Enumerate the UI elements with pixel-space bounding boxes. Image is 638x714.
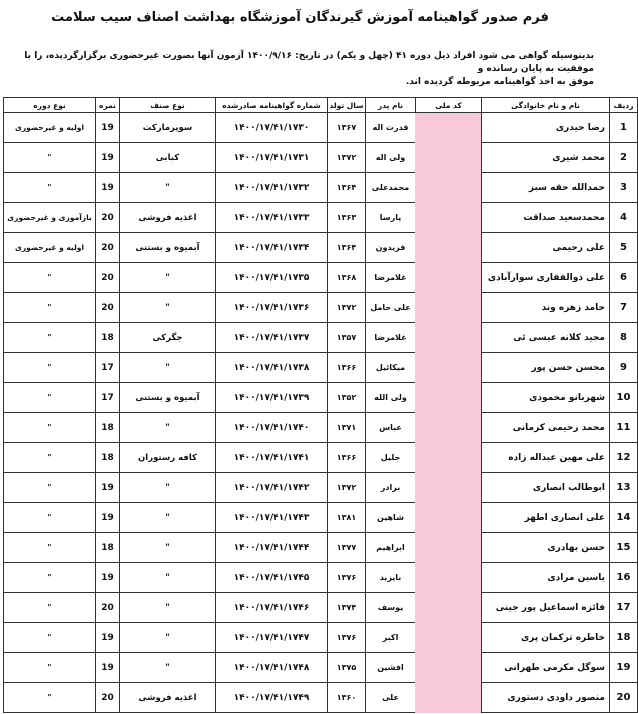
business-category: جگرکی	[120, 323, 216, 353]
business-category: "	[120, 503, 216, 533]
national-id-redacted	[416, 263, 482, 293]
table-row	[4, 563, 638, 593]
table-row	[4, 443, 638, 473]
business-category: آبمیوه و بستنی	[120, 233, 216, 263]
table-row	[4, 533, 638, 563]
table-row	[4, 203, 638, 233]
grade: 20	[96, 263, 120, 293]
birth-year: ۱۳۷۲	[328, 473, 366, 503]
national-id-redacted	[416, 473, 482, 503]
table-row	[4, 683, 638, 713]
person-name: مجید کلانه عیسی ئی	[482, 323, 610, 353]
certificate-number: ۱۴۰۰/۱۷/۴۱/۱۷۳۲	[216, 173, 328, 203]
father-name: غلامرضا	[366, 263, 416, 293]
grade: 20	[96, 293, 120, 323]
intro-text	[4, 50, 594, 89]
birth-year: ۱۳۷۱	[328, 413, 366, 443]
table-row	[4, 413, 638, 443]
father-name: علی حامل	[366, 293, 416, 323]
person-name: حامد زهره وند	[482, 293, 610, 323]
grade: 19	[96, 113, 120, 143]
grade: 18	[96, 443, 120, 473]
business-category: "	[120, 173, 216, 203]
national-id-redacted	[416, 173, 482, 203]
father-name: پارسا	[366, 203, 416, 233]
person-name: علی ذوالفقاری سوارآبادی	[482, 263, 610, 293]
certificate-number: ۱۴۰۰/۱۷/۴۱/۱۷۴۷	[216, 623, 328, 653]
business-category: "	[120, 623, 216, 653]
birth-year: ۱۳۷۴	[328, 593, 366, 623]
header-grade: نمره	[96, 98, 120, 113]
row-index: 19	[610, 653, 638, 683]
person-name: محمد رحیمی کرمانی	[482, 413, 610, 443]
father-name: اکبر	[366, 623, 416, 653]
row-index: 5	[610, 233, 638, 263]
national-id-redacted	[416, 623, 482, 653]
birth-year: ۱۳۶۸	[328, 263, 366, 293]
header-category: نوع صنف	[120, 98, 216, 113]
father-name: ولی اله	[366, 143, 416, 173]
person-name: رضا حیدری	[482, 113, 610, 143]
business-category: "	[120, 533, 216, 563]
father-name: جلیل	[366, 443, 416, 473]
table-row	[4, 653, 638, 683]
table-row	[4, 173, 638, 203]
birth-year: ۱۳۷۵	[328, 653, 366, 683]
national-id-redacted	[416, 323, 482, 353]
row-index: 20	[610, 683, 638, 713]
national-id-redacted	[416, 503, 482, 533]
person-name: یاسین مرادی	[482, 563, 610, 593]
certificate-number: ۱۴۰۰/۱۷/۴۱/۱۷۳۱	[216, 143, 328, 173]
person-name: سوگل مکرمی طهرانی	[482, 653, 610, 683]
father-name: یوسف	[366, 593, 416, 623]
national-id-redacted	[416, 533, 482, 563]
table-row	[4, 263, 638, 293]
birth-year: ۱۳۷۶	[328, 623, 366, 653]
form-title: فرم صدور گواهینامه آموزش گیرندگان آموزشگاه بهداشت اصناف سیب سلامت	[51, 10, 549, 25]
grade: 17	[96, 383, 120, 413]
grade: 20	[96, 203, 120, 233]
birth-year: ۱۳۸۱	[328, 503, 366, 533]
row-index: 11	[610, 413, 638, 443]
father-name: میکائیل	[366, 353, 416, 383]
row-index: 10	[610, 383, 638, 413]
birth-year: ۱۳۶۴	[328, 173, 366, 203]
certificate-number: ۱۴۰۰/۱۷/۴۱/۱۷۴۴	[216, 533, 328, 563]
person-name: فائزه اسماعیل پور جینی	[482, 593, 610, 623]
national-id-redacted	[416, 353, 482, 383]
row-index: 8	[610, 323, 638, 353]
header-idx: ردیف	[610, 98, 638, 113]
business-category: "	[120, 473, 216, 503]
business-category: "	[120, 563, 216, 593]
row-index: 9	[610, 353, 638, 383]
table-row	[4, 233, 638, 263]
person-name: خاطره ترکمان پری	[482, 623, 610, 653]
course-type: "	[4, 533, 96, 563]
certificate-number: ۱۴۰۰/۱۷/۴۱/۱۷۴۰	[216, 413, 328, 443]
course-type: "	[4, 443, 96, 473]
father-name: قدرت اله	[366, 113, 416, 143]
certificate-number: ۱۴۰۰/۱۷/۴۱/۱۷۳۴	[216, 233, 328, 263]
certificate-number: ۱۴۰۰/۱۷/۴۱/۱۷۴۱	[216, 443, 328, 473]
course-type: "	[4, 653, 96, 683]
certificate-number: ۱۴۰۰/۱۷/۴۱/۱۷۴۲	[216, 473, 328, 503]
row-index: 3	[610, 173, 638, 203]
national-id-redacted	[416, 383, 482, 413]
certificate-number: ۱۴۰۰/۱۷/۴۱/۱۷۴۸	[216, 653, 328, 683]
birth-year: ۱۳۷۶	[328, 563, 366, 593]
national-id-redacted	[416, 113, 482, 143]
national-id-redacted	[416, 593, 482, 623]
header-certificate-number: شماره گواهینامه صادرشده	[216, 98, 328, 113]
row-index: 16	[610, 563, 638, 593]
business-category: "	[120, 263, 216, 293]
row-index: 6	[610, 263, 638, 293]
course-type: "	[4, 503, 96, 533]
certificate-number: ۱۴۰۰/۱۷/۴۱/۱۷۳۹	[216, 383, 328, 413]
national-id-redacted	[416, 563, 482, 593]
course-type: "	[4, 383, 96, 413]
header-birth-year: سال تولد	[328, 98, 366, 113]
national-id-redacted	[416, 203, 482, 233]
father-name: ابراهیم	[366, 533, 416, 563]
course-type: "	[4, 563, 96, 593]
person-name: منصور داودی دستوری	[482, 683, 610, 713]
person-name: محمد شیری	[482, 143, 610, 173]
header-national-id: کد ملی	[416, 98, 482, 113]
birth-year: ۱۳۶۰	[328, 683, 366, 713]
business-category: اغذیه فروشی	[120, 203, 216, 233]
national-id-redacted	[416, 683, 482, 713]
national-id-redacted	[416, 413, 482, 443]
national-id-redacted	[416, 653, 482, 683]
course-type: "	[4, 353, 96, 383]
course-type: "	[4, 173, 96, 203]
business-category: کافه رستوران	[120, 443, 216, 473]
father-name: عباس	[366, 413, 416, 443]
business-category: "	[120, 413, 216, 443]
table-row	[4, 113, 638, 143]
table-row	[4, 593, 638, 623]
row-index: 1	[610, 113, 638, 143]
certificate-number: ۱۴۰۰/۱۷/۴۱/۱۷۴۹	[216, 683, 328, 713]
row-index: 15	[610, 533, 638, 563]
person-name: حسن بهادری	[482, 533, 610, 563]
grade: 19	[96, 503, 120, 533]
table-row	[4, 293, 638, 323]
grade: 19	[96, 473, 120, 503]
course-type: "	[4, 143, 96, 173]
national-id-redacted	[416, 143, 482, 173]
grade: 19	[96, 623, 120, 653]
certificate-number: ۱۴۰۰/۱۷/۴۱/۱۷۴۵	[216, 563, 328, 593]
person-name: علی رحیمی	[482, 233, 610, 263]
birth-year: ۱۳۶۴	[328, 233, 366, 263]
father-name: بایزید	[366, 563, 416, 593]
row-index: 12	[610, 443, 638, 473]
course-type: بازآموزی و غیرحضوری	[4, 203, 96, 233]
father-name: ولی الله	[366, 383, 416, 413]
header-name: نام و نام خانوادگی	[482, 98, 610, 113]
table-row	[4, 353, 638, 383]
row-index: 2	[610, 143, 638, 173]
table-row	[4, 323, 638, 353]
business-category: "	[120, 353, 216, 383]
father-name: برادر	[366, 473, 416, 503]
intro-line-1: بدینوسیله گواهی می شود افراد ذیل دوره ۴۱ (چهل و یکم) در تاریخ: ۱۴۰۰/۹/۱۶ آزمون آنها بصورت غیرحضوری برگزارگردیده، را با موفقیت به پایان رسانده و	[24, 51, 594, 74]
row-index: 7	[610, 293, 638, 323]
birth-year: ۱۳۶۳	[328, 203, 366, 233]
intro-line-2: موفق به اخذ گواهینامه مربوطه گردیده اند.	[405, 77, 594, 87]
father-name: افشین	[366, 653, 416, 683]
header-father: نام پدر	[366, 98, 416, 113]
father-name: فریدون	[366, 233, 416, 263]
course-type: "	[4, 623, 96, 653]
person-name: علی مهین عبداله زاده	[482, 443, 610, 473]
father-name: علی	[366, 683, 416, 713]
certificate-number: ۱۴۰۰/۱۷/۴۱/۱۷۴۳	[216, 503, 328, 533]
table-row	[4, 473, 638, 503]
certificate-number: ۱۴۰۰/۱۷/۴۱/۱۷۴۶	[216, 593, 328, 623]
grade: 17	[96, 353, 120, 383]
business-category: آبمیوه و بستنی	[120, 383, 216, 413]
certificates-table	[3, 97, 638, 713]
course-type: "	[4, 263, 96, 293]
course-type: "	[4, 323, 96, 353]
row-index: 4	[610, 203, 638, 233]
grade: 19	[96, 143, 120, 173]
table-row	[4, 623, 638, 653]
grade: 20	[96, 233, 120, 263]
certificate-number: ۱۴۰۰/۱۷/۴۱/۱۷۳۷	[216, 323, 328, 353]
row-index: 14	[610, 503, 638, 533]
grade: 18	[96, 533, 120, 563]
birth-year: ۱۳۶۷	[328, 113, 366, 143]
person-name: علی انصاری اطهر	[482, 503, 610, 533]
course-type: "	[4, 593, 96, 623]
grade: 18	[96, 323, 120, 353]
business-category: "	[120, 653, 216, 683]
table-body	[4, 113, 638, 713]
row-index: 13	[610, 473, 638, 503]
row-index: 18	[610, 623, 638, 653]
grade: 20	[96, 593, 120, 623]
grade: 20	[96, 683, 120, 713]
person-name: حمدالله حقه سبز	[482, 173, 610, 203]
father-name: شاهین	[366, 503, 416, 533]
table-row	[4, 503, 638, 533]
grade: 19	[96, 653, 120, 683]
course-type: "	[4, 683, 96, 713]
table-header-row	[4, 98, 638, 113]
birth-year: ۱۳۷۲	[328, 293, 366, 323]
birth-year: ۱۳۷۲	[328, 143, 366, 173]
course-type: اولیه و غیرحضوری	[4, 113, 96, 143]
business-category: کبابی	[120, 143, 216, 173]
table-row	[4, 143, 638, 173]
national-id-redacted	[416, 233, 482, 263]
birth-year: ۱۳۵۲	[328, 383, 366, 413]
person-name: محمدسعید صداقت	[482, 203, 610, 233]
certificate-number: ۱۴۰۰/۱۷/۴۱/۱۷۳۰	[216, 113, 328, 143]
course-type: اولیه و غیرحضوری	[4, 233, 96, 263]
birth-year: ۱۳۶۶	[328, 443, 366, 473]
business-category: "	[120, 293, 216, 323]
father-name: محمدعلی	[366, 173, 416, 203]
person-name: شهربانو محمودی	[482, 383, 610, 413]
certificate-number: ۱۴۰۰/۱۷/۴۱/۱۷۳۸	[216, 353, 328, 383]
person-name: ابوطالب انصاری	[482, 473, 610, 503]
course-type: "	[4, 413, 96, 443]
course-type: "	[4, 473, 96, 503]
birth-year: ۱۳۵۷	[328, 323, 366, 353]
grade: 19	[96, 173, 120, 203]
father-name: غلامرضا	[366, 323, 416, 353]
header-course-type: نوع دوره	[4, 98, 96, 113]
birth-year: ۱۳۶۶	[328, 353, 366, 383]
row-index: 17	[610, 593, 638, 623]
grade: 18	[96, 413, 120, 443]
business-category: سوپرمارکت	[120, 113, 216, 143]
business-category: "	[120, 593, 216, 623]
national-id-redacted	[416, 443, 482, 473]
table-row	[4, 383, 638, 413]
national-id-redacted	[416, 293, 482, 323]
business-category: اغذیه فروشی	[120, 683, 216, 713]
certificate-number: ۱۴۰۰/۱۷/۴۱/۱۷۳۳	[216, 203, 328, 233]
certificate-number: ۱۴۰۰/۱۷/۴۱/۱۷۳۵	[216, 263, 328, 293]
birth-year: ۱۳۷۷	[328, 533, 366, 563]
certificate-number: ۱۴۰۰/۱۷/۴۱/۱۷۳۶	[216, 293, 328, 323]
grade: 19	[96, 563, 120, 593]
person-name: محسن حسن پور	[482, 353, 610, 383]
course-type: "	[4, 293, 96, 323]
